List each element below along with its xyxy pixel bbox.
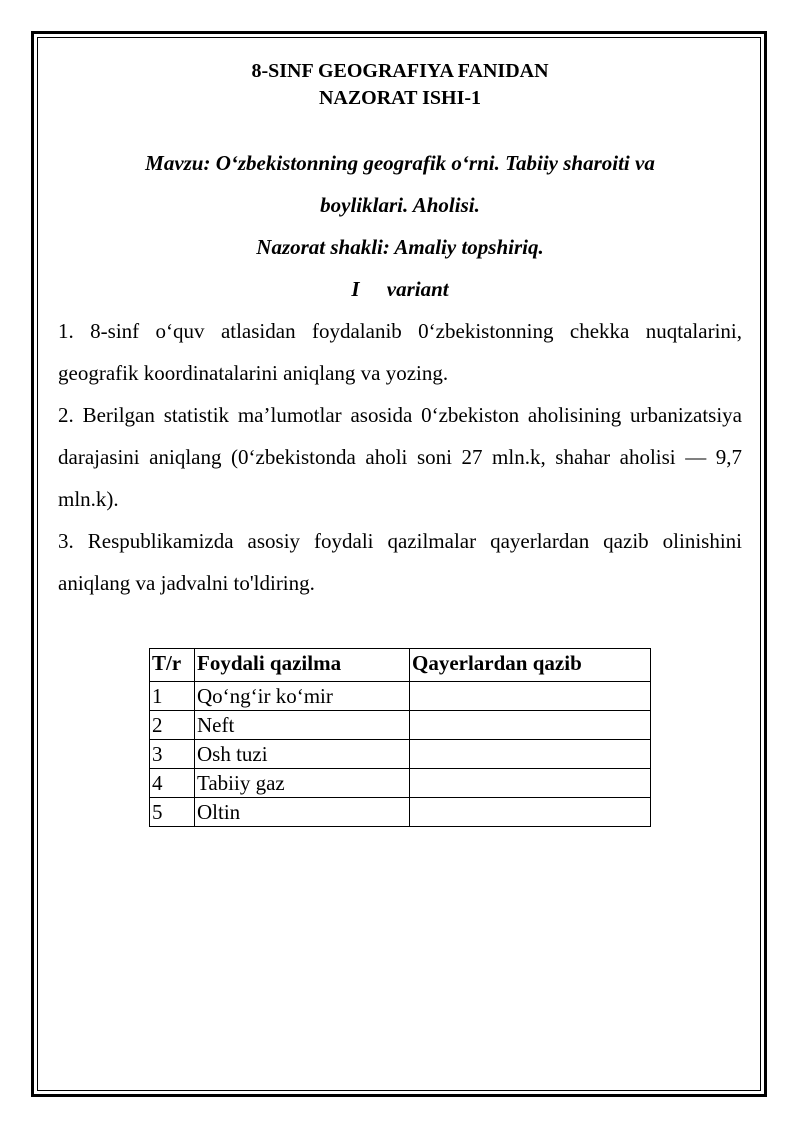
topic-line1: Mavzu: O‘zbekistonning geografik o‘rni. Tabiiy sharoiti va bbox=[145, 151, 655, 175]
header-location: Qayerlardan qazib bbox=[410, 649, 651, 682]
topic-line2: boyliklari. Aholisi. bbox=[320, 193, 480, 217]
table-row bbox=[150, 740, 651, 769]
row-mineral: Oltin bbox=[195, 798, 410, 827]
row-location bbox=[410, 682, 651, 711]
task-3: 3. Respublikamizda asosiy foydali qazilmalar qayerlardan qazib olinishini aniqlang va jadvalni to'ldiring. bbox=[58, 529, 742, 595]
row-mineral: Qo‘ng‘ir ko‘mir bbox=[195, 682, 410, 711]
task-1: 1. 8-sinf o‘quv atlasidan foydalanib 0‘zbekistonning chekka nuqtalarini, geografik koordinatalarini aniqlang va yozing. bbox=[58, 319, 742, 385]
table-row bbox=[150, 682, 651, 711]
table-row bbox=[150, 769, 651, 798]
row-number: 2 bbox=[150, 711, 195, 740]
row-mineral: Osh tuzi bbox=[195, 740, 410, 769]
row-location bbox=[410, 740, 651, 769]
header-number: T/r bbox=[150, 649, 195, 682]
table-row bbox=[150, 798, 651, 827]
row-number: 5 bbox=[150, 798, 195, 827]
row-mineral: Neft bbox=[195, 711, 410, 740]
row-number: 4 bbox=[150, 769, 195, 798]
variant-label: I variant bbox=[351, 277, 449, 301]
minerals-table bbox=[149, 648, 651, 827]
row-location bbox=[410, 798, 651, 827]
page-title-line1: 8-SINF GEOGRAFIYA FANIDAN bbox=[251, 60, 549, 82]
page-title-line2: NAZORAT ISHI-1 bbox=[318, 87, 482, 109]
row-location bbox=[410, 711, 651, 740]
table-row bbox=[150, 711, 651, 740]
row-number: 1 bbox=[150, 682, 195, 711]
row-location bbox=[410, 769, 651, 798]
table-header-row bbox=[150, 649, 651, 682]
task-2: 2. Berilgan statistik ma’lumotlar asosida 0‘zbekiston aholisining urbanizatsiya darajasini aniqlang (0‘zbekistonda aholi soni 27 mln.k, shahar aholisi — 9,7 mln.k). bbox=[58, 403, 742, 511]
row-mineral: Tabiiy gaz bbox=[195, 769, 410, 798]
row-number: 3 bbox=[150, 740, 195, 769]
control-form: Nazorat shakli: Amaliy topshiriq. bbox=[256, 235, 544, 259]
document-content bbox=[58, 58, 742, 827]
header-mineral: Foydali qazilma bbox=[195, 649, 410, 682]
